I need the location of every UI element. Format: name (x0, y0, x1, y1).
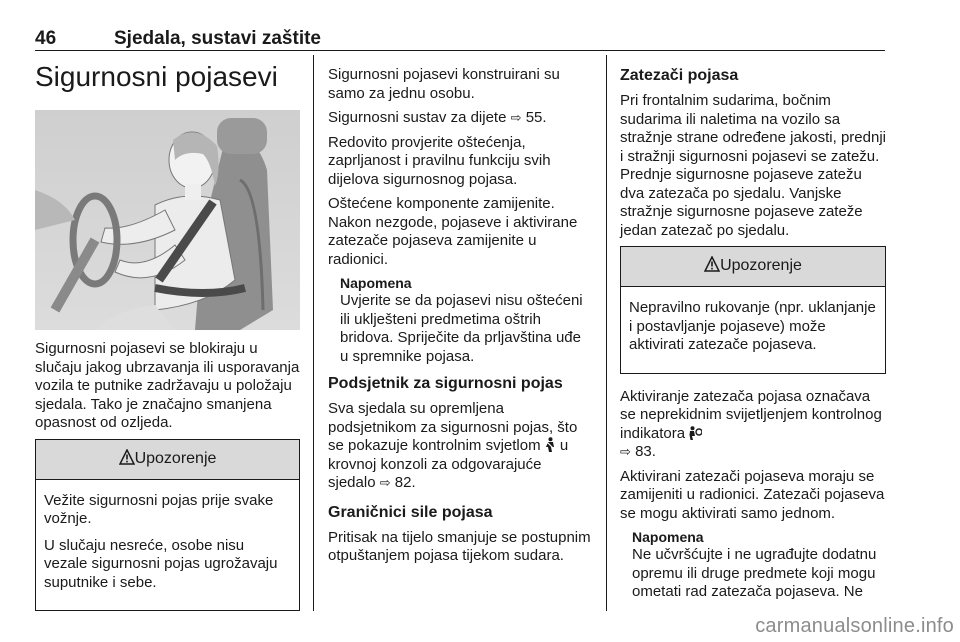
note-block-2 (632, 529, 886, 602)
paragraph-replacement: Oštećene komponente zamijenite. Nakon nezgode, pojaseve i aktivirane zatezače pojaseva zamijenite u radionici. (328, 195, 578, 268)
note-title: Napomena (340, 275, 412, 291)
page-reference[interactable]: 82. (394, 474, 416, 491)
page-reference[interactable]: 55. (525, 109, 547, 126)
warning-triangle-icon (704, 256, 720, 272)
warning-body (36, 480, 299, 611)
force-limiters-heading: Graničnici sile pojasa (328, 503, 493, 521)
reference-arrow-icon: ⇨ (510, 110, 522, 125)
belt-reminder-paragraph: Sva sjedala su opremljena podsjetnikom za sigurnosni pojas, što se pokazuje kontrolnim svjetlom u krovnoj konzoli za odgovarajuće sjedalo ⇨ 82. (328, 400, 578, 491)
warning-body (621, 287, 885, 373)
pretensioners-paragraph: Pri frontalnim sudarima, bočnim sudarima ili naletima na vozilo sa stražnje strane određene jakosti, prednji i stražnji sigurnosni pojasevi se zatežu. Prednje sigurnosne pojaseve zatežu dva zatezača po sjedalu. Vanjske stražnje sigurnosne pojaseve zateže jedan zatezač po sjedalu. (620, 92, 886, 239)
page-header (35, 28, 885, 52)
warning-title: Upozorenje (720, 257, 802, 274)
column-divider-1 (313, 55, 314, 611)
warning-box-1 (35, 439, 300, 612)
warning-text: Nepravilno rukovanje (npr. uklanjanje i postavljanje pojaseve) može aktivirati zatezače pojaseva. (629, 299, 876, 353)
warning-text-1: Vežite sigurnosni pojas prije svake vožnje. (44, 491, 274, 527)
column-divider-2 (606, 55, 607, 611)
force-limiters-paragraph: Pritisak na tijelo smanjuje se postupnim otpuštanjem pojasa tijekom sudara. (328, 528, 591, 564)
activation-paragraph: Aktiviranje zatezača pojasa označava se neprekidnim svijetljenjem kontrolnog indikatora ⇨ 83. (620, 387, 882, 460)
seatbelt-driver-illustration (35, 110, 300, 330)
column-3 (620, 66, 886, 610)
intro-paragraph: Sigurnosni pojasevi se blokiraju u slučaju jakog ubrzavanja ili usporavanja vozila te putnike zadržavaju u položaju sjedala. Tako je značajno smanjena opasnost od ozljeda. (35, 340, 300, 431)
airbag-indicator-icon (689, 426, 702, 440)
running-title: Sjedala, sustavi zaštite (114, 28, 321, 49)
note-block-1 (340, 275, 592, 366)
belt-reminder-heading: Podsjetnik za sigurnosni pojas (328, 375, 563, 392)
reference-arrow-icon: ⇨ (379, 475, 391, 490)
reference-arrow-icon: ⇨ (620, 444, 631, 459)
paragraph-single-person: Sigurnosni pojasevi konstruirani su samo za jednu osobu. (328, 66, 560, 102)
paragraph-inspection: Redovito provjerite oštećenja, zaprljanost i pravilnu funkciju svih dijelova sigurnosnog pojasa. (328, 133, 551, 188)
warning-triangle-icon (119, 449, 135, 465)
warning-text-2: U slučaju nesreće, osobe nisu vezale sigurnosni pojas ugrožavaju suputnike i sebe. (44, 536, 278, 591)
page-number: 46 (35, 28, 57, 49)
header-divider (35, 50, 885, 51)
note-text: Uvjerite se da pojasevi nisu oštećeni ili uklješteni predmetima oštrih bridova. Spriječite da prljavština uđe u spremnike pojasa. (340, 292, 583, 365)
column-2 (328, 66, 592, 572)
pretensioners-heading: Zatezači pojasa (620, 67, 739, 84)
warning-header (621, 247, 885, 287)
warning-box-2 (620, 246, 886, 374)
note-title: Napomena (632, 529, 704, 545)
replacement-paragraph: Aktivirani zatezači pojaseva moraju se zamijeniti u radionici. Zatezači pojaseva se mogu aktivirati samo jednom. (620, 467, 885, 522)
note-text: Ne učvršćujte i ne ugrađujte dodatnu opremu ili druge predmete koji mogu ometati rad zatezača pojaseva. Ne (632, 546, 877, 600)
page-reference[interactable]: 83. (635, 443, 656, 460)
paragraph-child-system: Sigurnosni sustav za dijete ⇨ 55. (328, 109, 547, 126)
warning-title: Upozorenje (134, 449, 217, 467)
seatbelt-reminder-icon (545, 437, 556, 452)
watermark: carmanualsonline.info (755, 615, 954, 637)
warning-header (36, 440, 299, 480)
column-1 (35, 60, 300, 625)
section-title: Sigurnosni pojasevi (35, 61, 278, 92)
